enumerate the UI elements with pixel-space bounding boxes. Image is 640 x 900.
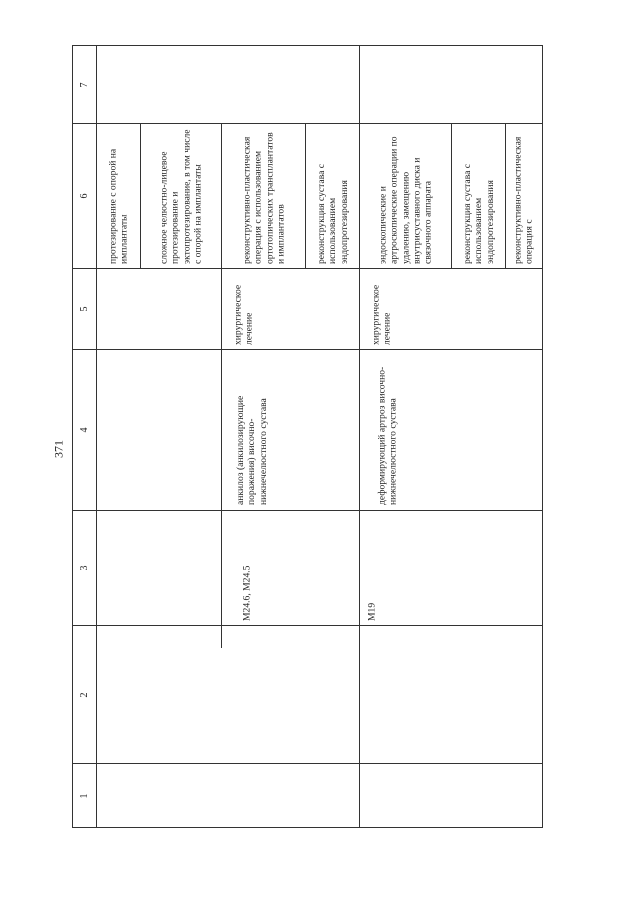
diagnosis-cell: анкилоз (анкилозирующие поражения) височно-нижнечелюстного сустава	[235, 395, 269, 505]
procedure-cell: протезирование с опорой на имплантаты	[107, 148, 130, 264]
treatment-cell: хирургическое лечение	[370, 284, 393, 345]
page-number: 371	[51, 440, 66, 458]
header-cell-4: 4	[78, 427, 90, 433]
diagnosis-cell: деформирующий артроз височно-нижнечелюстного сустава	[376, 366, 399, 505]
procedure-cell: реконструкция сустава с использованием эндопротезирования	[461, 163, 496, 264]
treatment-cell: хирургическое лечение	[232, 284, 255, 345]
header-cell-1: 1	[78, 793, 90, 798]
icd-codes-cell: M19	[366, 602, 378, 621]
table-border-right	[542, 45, 543, 828]
col-separator	[72, 763, 543, 764]
procedure-cell: реконструктивно-пластическая операция с	[512, 136, 535, 264]
procedure-cell: эндоскопические и артроскопические операции по удалению, замещению внутрисуставного диска и связочного аппарата	[377, 136, 434, 264]
header-cell-3: 3	[78, 565, 90, 571]
procedure-cell: реконструкция сустава с использованием эндопротезирования	[315, 163, 350, 264]
procedure-cell: сложное челюстно-лицевое протезирование и эктопротезирование, в том числе с опорой на имплантаты	[158, 129, 204, 264]
col-separator	[72, 625, 543, 626]
table-border-bottom	[72, 827, 543, 828]
table-border-top	[72, 45, 543, 46]
header-cell-2: 2	[78, 692, 90, 697]
header-cell-7: 7	[78, 82, 90, 87]
header-cell-6: 6	[78, 193, 90, 199]
icd-codes-cell: M24.6, M24.5	[241, 565, 253, 621]
header-cell-5: 5	[78, 306, 90, 312]
procedure-cell: реконструктивно-пластическая операция с использованием ортотопических трансплантатов и имплантатов	[240, 132, 286, 264]
